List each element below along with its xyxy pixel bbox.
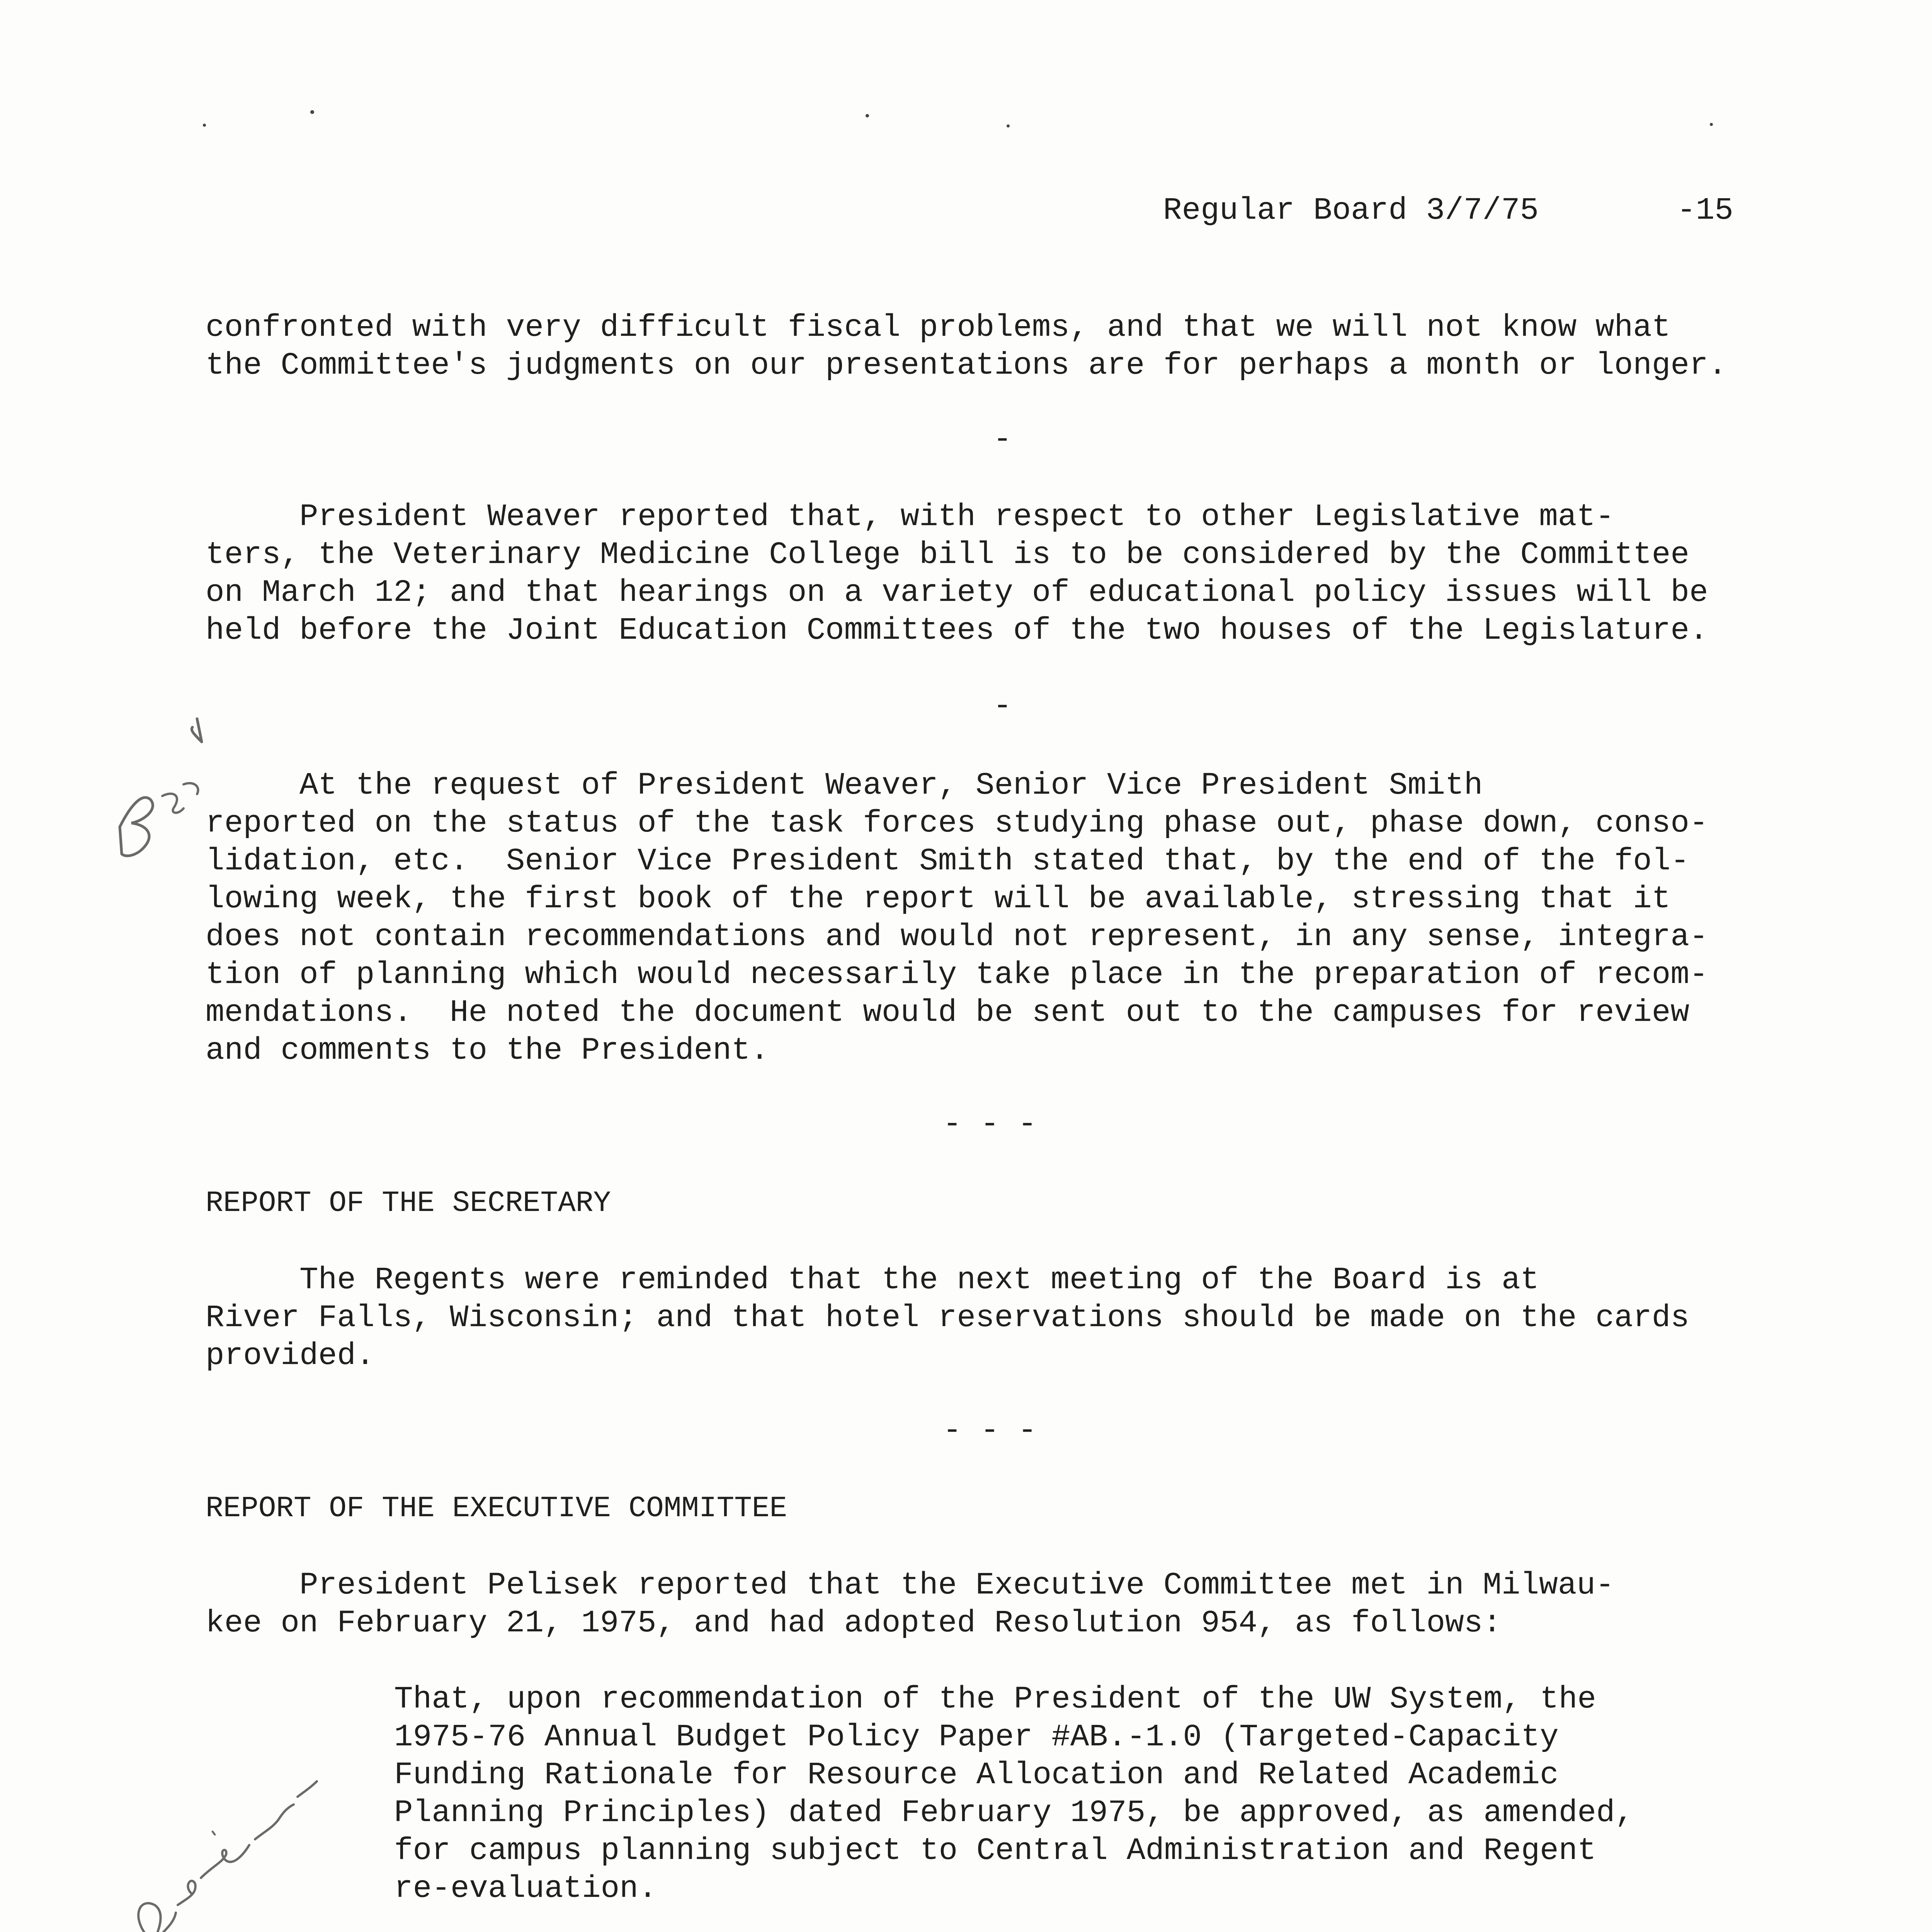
text-line: President Pelisek reported that the Executive Committee met in Milwau-: [206, 1568, 1614, 1603]
text-line: held before the Joint Education Committees of the two houses of the Legislature.: [206, 613, 1708, 648]
handwritten-margin-signature-icon: [116, 1750, 332, 1932]
scan-speck: [1710, 123, 1713, 126]
text-line: for campus planning subject to Central Administration and Regent: [394, 1833, 1596, 1869]
handwritten-margin-note-icon: [104, 707, 228, 908]
running-title: Regular Board 3/7/75: [1163, 193, 1539, 228]
text-line: reported on the status of the task forces studying phase out, phase down, conso-: [206, 806, 1708, 841]
text-line: confronted with very difficult fiscal problems, and that we will not know what: [206, 310, 1671, 345]
text-line: and comments to the President.: [206, 1033, 769, 1068]
section-heading-executive: REPORT OF THE EXECUTIVE COMMITTEE: [206, 1492, 787, 1525]
text-line: President Weaver reported that, with respect to other Legislative mat-: [206, 500, 1614, 535]
text-line: the Committee's judgments on our presentations are for perhaps a month or longer.: [206, 348, 1727, 383]
text-line: River Falls, Wisconsin; and that hotel reservations should be made on the cards: [206, 1301, 1690, 1336]
text-line: lidation, etc. Senior Vice President Smith stated that, by the end of the fol-: [206, 844, 1690, 879]
text-line: Planning Principles) dated February 1975, be approved, as amended,: [394, 1796, 1634, 1831]
paragraph-continuation: [206, 309, 1727, 385]
section-separator: - - -: [943, 1413, 1037, 1449]
header-page-number: -15: [1677, 193, 1733, 228]
scan-speck: [866, 114, 869, 117]
scan-speck: [1007, 124, 1010, 128]
text-line: Funding Rationale for Resource Allocation and Related Academic: [394, 1758, 1559, 1793]
text-line: 1975-76 Annual Budget Policy Paper #AB.-1.0 (Targeted-Capacity: [394, 1720, 1559, 1755]
text-line: kee on February 21, 1975, and had adopted Resolution 954, as follows:: [206, 1606, 1502, 1641]
text-line: The Regents were reminded that the next meeting of the Board is at: [206, 1263, 1539, 1298]
paragraph-secretary: [206, 1262, 1689, 1375]
resolution-954-quote: [394, 1681, 1634, 1908]
text-line: At the request of President Weaver, Senior Vice President Smith: [206, 768, 1483, 803]
text-line: lowing week, the first book of the report will be available, stressing that it: [206, 882, 1671, 917]
text-line: does not contain recommendations and would not represent, in any sense, integra-: [206, 920, 1708, 955]
paragraph-legislative: [206, 498, 1708, 650]
section-separator: -: [993, 689, 1012, 724]
text-line: That, upon recommendation of the President of the UW System, the: [394, 1682, 1596, 1717]
paragraph-executive: [206, 1567, 1614, 1643]
paragraph-task-forces: [206, 767, 1708, 1070]
scan-speck: [310, 110, 314, 114]
section-separator: -: [993, 422, 1012, 457]
text-line: mendations. He noted the document would be sent out to the campuses for review: [206, 995, 1690, 1031]
text-line: tion of planning which would necessarily take place in the preparation of recom-: [206, 957, 1708, 993]
section-separator: - - -: [943, 1107, 1037, 1142]
text-line: re-evaluation.: [394, 1871, 657, 1906]
text-line: provided.: [206, 1338, 375, 1374]
text-line: on March 12; and that hearings on a variety of educational policy issues will be: [206, 575, 1708, 611]
text-line: ters, the Veterinary Medicine College bill is to be considered by the Committee: [206, 537, 1690, 573]
scan-speck: [203, 124, 206, 127]
section-heading-secretary: REPORT OF THE SECRETARY: [206, 1187, 611, 1220]
